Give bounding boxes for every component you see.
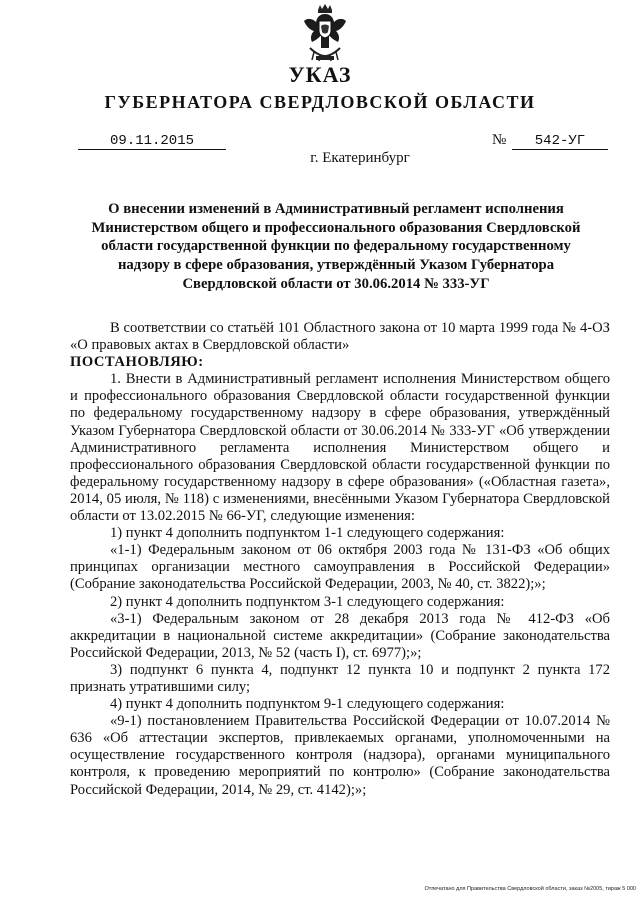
document-subtitle: ГУБЕРНАТОРА СВЕРДЛОВСКОЙ ОБЛАСТИ <box>104 92 536 112</box>
document-heading <box>80 200 592 294</box>
item-2-text: «3-1) Федеральным законом от 28 декабря 2013 года № 412-ФЗ «Об аккредитации в национальной системе аккредитации» (Собрание законодательства Российской Федерации, 2013, № 52 (часть I), ст. 6977);»; <box>70 610 610 661</box>
document-body <box>70 320 610 799</box>
item-4: 4) пункт 4 дополнить подпунктом 9-1 следующего содержания: <box>110 696 505 713</box>
document-date: 09.11.2015 <box>78 133 226 150</box>
item-1: 1) пункт 4 дополнить подпунктом 1-1 следующего содержания: <box>110 525 505 542</box>
heading-line: Свердловской области от 30.06.2014 № 333-УГ <box>182 275 490 292</box>
preamble: В соответствии со статьёй 101 Областного закона от 10 марта 1999 года № 4-ОЗ «О правовых актах в Свердловской области» <box>70 320 610 354</box>
number-label: № <box>492 132 507 148</box>
item-4-text: «9-1) постановлением Правительства Российской Федерации от 10.07.2014 № 636 «Об аттестации экспертов, привлекаемых органами, уполномоченными на осуществление государственного контроля (надзора), органами муниципального контроля, к проведению мероприятий по контролю» (Собрание законодательства Российской Федерации, 2014, № 29, ст. 4142);»; <box>70 713 610 798</box>
document-number: 542-УГ <box>512 133 608 150</box>
heading-line: Министерством общего и профессионального образования Свердловской <box>91 219 581 236</box>
print-footer: Отпечатано для Правительства Свердловской области, заказ №2005, тираж 5 000 <box>424 886 636 892</box>
paragraph-1: 1. Внести в Административный регламент исполнения Министерством общего и профессионального образования Свердловской области государственной функции по федеральному государственному надзору в сфере образования, утверждённый Указом Губернатора Свердловской области от 30.06.2014 № 333-УГ «Об утверждении Административного регламента исполнения Министерством общего и профессионального образования Свердловской области государственной функции по федеральному государственному надзору в сфере образования» («Областная газета», 2014, 05 июля, № 118) с изменениями, внесёнными Указом Губернатора Свердловской области от 13.02.2015 № 66-УГ, следующие изменения: <box>70 371 610 525</box>
heading-line: О внесении изменений в Административный регламент исполнения <box>108 201 564 217</box>
item-3: 3) подпункт 6 пункта 4, подпункт 12 пункта 10 и подпункт 2 пункта 172 признать утратившими силу; <box>70 661 610 695</box>
document-city: г. Екатеринбург <box>310 150 410 166</box>
coat-of-arms-icon <box>302 4 348 62</box>
item-1-text: «1-1) Федеральным законом от 06 октября 2003 года № 131-ФЗ «Об общих принципах организации местного самоуправления в Российской Федерации» (Собрание законодательства Российской Федерации, 2003, № 40, ст. 3822);»; <box>70 542 610 593</box>
heading-line: надзору в сфере образования, утверждённый Указом Губернатора <box>117 257 555 274</box>
decree-word: ПОСТАНОВЛЯЮ: <box>70 354 204 371</box>
item-2: 2) пункт 4 дополнить подпунктом 3-1 следующего содержания: <box>110 593 505 610</box>
document-title: УКАЗ <box>288 62 352 87</box>
heading-line: области государственной функции по федеральному государственному <box>101 238 571 255</box>
